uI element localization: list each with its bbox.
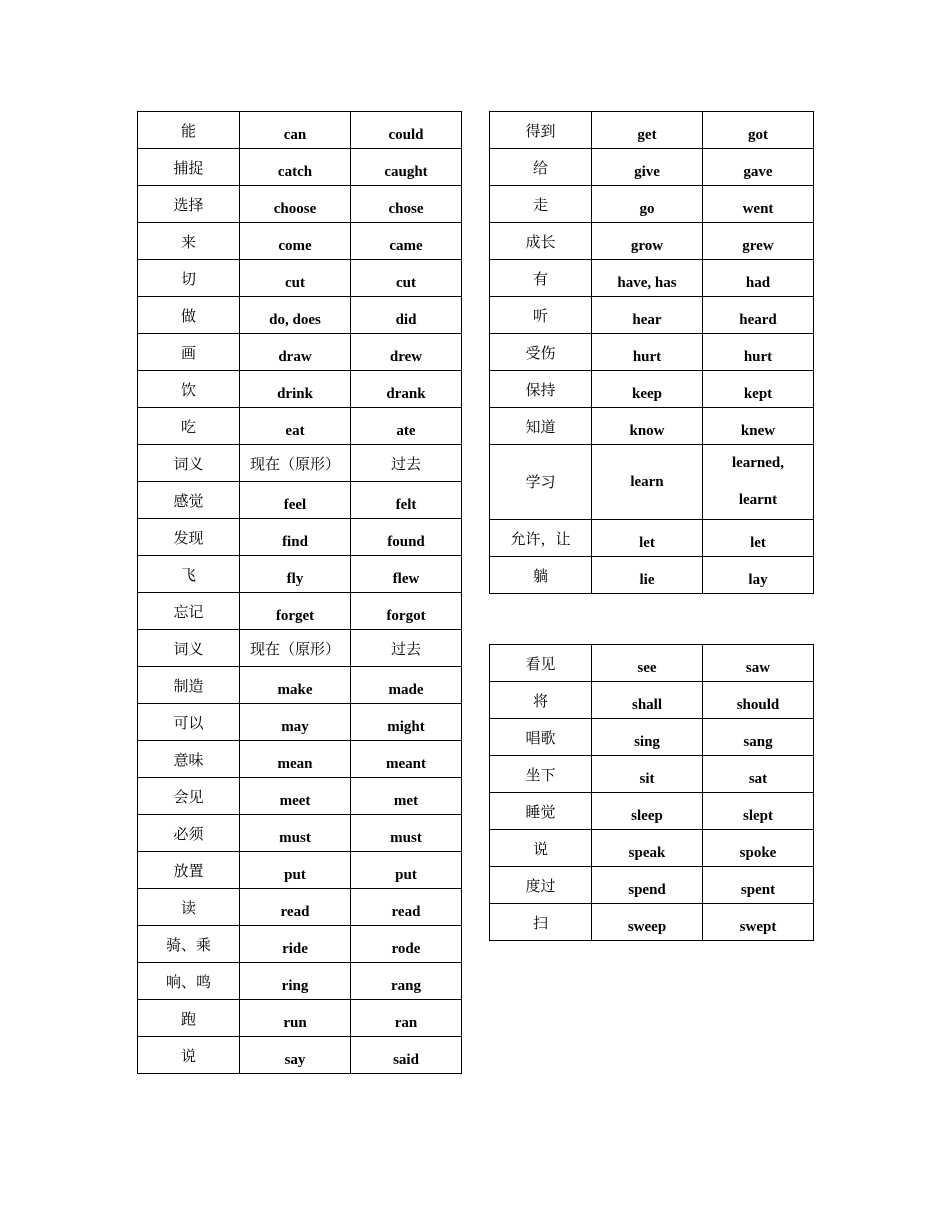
past-cell: kept	[703, 371, 814, 408]
meaning-cell: 看见	[490, 645, 592, 682]
meaning-cell: 画	[138, 334, 240, 371]
past-cell: came	[351, 223, 462, 260]
table-row	[138, 556, 462, 593]
meaning-cell: 知道	[490, 408, 592, 445]
meaning-cell: 成长	[490, 223, 592, 260]
meaning-cell: 读	[138, 889, 240, 926]
table-row	[490, 186, 814, 223]
table-row	[138, 112, 462, 149]
present-cell: shall	[592, 682, 703, 719]
present-cell: choose	[240, 186, 351, 223]
meaning-cell: 饮	[138, 371, 240, 408]
table-row	[490, 904, 814, 941]
table-row	[138, 334, 462, 371]
past-cell: gave	[703, 149, 814, 186]
present-cell: hear	[592, 297, 703, 334]
header-row	[138, 630, 462, 667]
present-cell: fly	[240, 556, 351, 593]
meaning-cell: 允许，让	[490, 520, 592, 557]
past-cell: hurt	[703, 334, 814, 371]
meaning-cell: 受伤	[490, 334, 592, 371]
past-cell: knew	[703, 408, 814, 445]
meaning-cell: 唱歌	[490, 719, 592, 756]
header-present: 现在（原形）	[240, 630, 351, 667]
past-cell: did	[351, 297, 462, 334]
table-row	[138, 1000, 462, 1037]
table-row	[138, 741, 462, 778]
past-cell: must	[351, 815, 462, 852]
table-row	[490, 297, 814, 334]
past-cell: ran	[351, 1000, 462, 1037]
present-cell: mean	[240, 741, 351, 778]
present-cell: can	[240, 112, 351, 149]
header-meaning: 词义	[138, 630, 240, 667]
table-row	[138, 1037, 462, 1074]
meaning-cell: 选择	[138, 186, 240, 223]
meaning-cell: 躺	[490, 557, 592, 594]
table-row	[138, 704, 462, 741]
present-cell: lie	[592, 557, 703, 594]
table-row	[138, 482, 462, 519]
table-row	[138, 778, 462, 815]
meaning-cell: 骑、乘	[138, 926, 240, 963]
meaning-cell: 保持	[490, 371, 592, 408]
past-cell: flew	[351, 556, 462, 593]
table-row	[138, 149, 462, 186]
header-row	[138, 445, 462, 482]
table-row	[138, 852, 462, 889]
past-cell: chose	[351, 186, 462, 223]
verb-table-right-bottom	[489, 644, 814, 941]
table-row	[490, 867, 814, 904]
present-cell: sweep	[592, 904, 703, 941]
table-row	[138, 815, 462, 852]
present-cell: cut	[240, 260, 351, 297]
table-row	[138, 963, 462, 1000]
table-row	[138, 297, 462, 334]
present-cell: may	[240, 704, 351, 741]
table-row	[490, 645, 814, 682]
present-cell: sing	[592, 719, 703, 756]
meaning-cell: 可以	[138, 704, 240, 741]
past-cell: made	[351, 667, 462, 704]
table-row	[490, 149, 814, 186]
meaning-cell: 响、鸣	[138, 963, 240, 1000]
meaning-cell: 会见	[138, 778, 240, 815]
past-cell: grew	[703, 223, 814, 260]
verb-table-left	[137, 111, 462, 1074]
meaning-cell: 做	[138, 297, 240, 334]
table-row	[138, 223, 462, 260]
meaning-cell: 来	[138, 223, 240, 260]
past-cell: spoke	[703, 830, 814, 867]
present-cell: go	[592, 186, 703, 223]
past-cell: slept	[703, 793, 814, 830]
table-row	[490, 371, 814, 408]
past-cell: let	[703, 520, 814, 557]
past-cell: read	[351, 889, 462, 926]
present-cell: sleep	[592, 793, 703, 830]
table-row	[490, 719, 814, 756]
table-row	[138, 667, 462, 704]
past-cell: swept	[703, 904, 814, 941]
past-cell: caught	[351, 149, 462, 186]
meaning-cell: 走	[490, 186, 592, 223]
table-row	[490, 112, 814, 149]
present-cell: must	[240, 815, 351, 852]
meaning-cell: 忘记	[138, 593, 240, 630]
meaning-cell: 度过	[490, 867, 592, 904]
present-cell: sit	[592, 756, 703, 793]
header-past: 过去	[351, 630, 462, 667]
meaning-cell: 制造	[138, 667, 240, 704]
past-cell: ate	[351, 408, 462, 445]
past-line-1: learned,	[731, 455, 785, 471]
past-cell: put	[351, 852, 462, 889]
past-cell: had	[703, 260, 814, 297]
present-cell: say	[240, 1037, 351, 1074]
past-cell: drew	[351, 334, 462, 371]
past-cell: spent	[703, 867, 814, 904]
present-cell: come	[240, 223, 351, 260]
present-cell: catch	[240, 149, 351, 186]
past-cell: should	[703, 682, 814, 719]
past-cell: heard	[703, 297, 814, 334]
present-cell: grow	[592, 223, 703, 260]
table-row	[138, 186, 462, 223]
meaning-cell: 说	[138, 1037, 240, 1074]
meaning-cell: 跑	[138, 1000, 240, 1037]
table-row	[138, 260, 462, 297]
present-cell: forget	[240, 593, 351, 630]
present-cell: feel	[240, 482, 351, 519]
meaning-cell: 飞	[138, 556, 240, 593]
verb-table-right-top	[489, 111, 814, 594]
meaning-cell: 有	[490, 260, 592, 297]
past-cell: could	[351, 112, 462, 149]
table-row	[490, 793, 814, 830]
meaning-cell: 放置	[138, 852, 240, 889]
present-cell: ring	[240, 963, 351, 1000]
meaning-cell: 学习	[490, 445, 592, 520]
header-past: 过去	[351, 445, 462, 482]
meaning-cell: 意味	[138, 741, 240, 778]
table-row	[138, 519, 462, 556]
table-row	[490, 830, 814, 867]
meaning-cell: 得到	[490, 112, 592, 149]
present-cell: get	[592, 112, 703, 149]
past-cell: cut	[351, 260, 462, 297]
past-cell: saw	[703, 645, 814, 682]
present-cell: put	[240, 852, 351, 889]
meaning-cell: 听	[490, 297, 592, 334]
present-cell: do, does	[240, 297, 351, 334]
meaning-cell: 给	[490, 149, 592, 186]
past-cell: found	[351, 519, 462, 556]
table-row	[490, 445, 814, 520]
past-cell: met	[351, 778, 462, 815]
present-cell: speak	[592, 830, 703, 867]
meaning-cell: 能	[138, 112, 240, 149]
meaning-cell: 吃	[138, 408, 240, 445]
table-row	[490, 756, 814, 793]
present-cell: meet	[240, 778, 351, 815]
present-cell: keep	[592, 371, 703, 408]
table-row	[490, 223, 814, 260]
past-cell: meant	[351, 741, 462, 778]
past-cell: forgot	[351, 593, 462, 630]
past-cell: might	[351, 704, 462, 741]
meaning-cell: 发现	[138, 519, 240, 556]
past-cell: sat	[703, 756, 814, 793]
table-row	[138, 926, 462, 963]
present-cell: spend	[592, 867, 703, 904]
present-cell: find	[240, 519, 351, 556]
table-row	[490, 334, 814, 371]
meaning-cell: 睡觉	[490, 793, 592, 830]
table-row	[490, 408, 814, 445]
present-cell: hurt	[592, 334, 703, 371]
meaning-cell: 说	[490, 830, 592, 867]
present-cell: draw	[240, 334, 351, 371]
past-cell: rang	[351, 963, 462, 1000]
meaning-cell: 坐下	[490, 756, 592, 793]
past-cell: said	[351, 1037, 462, 1074]
table-row	[490, 260, 814, 297]
meaning-cell: 捕捉	[138, 149, 240, 186]
table-row	[490, 682, 814, 719]
meaning-cell: 必须	[138, 815, 240, 852]
table-row	[490, 557, 814, 594]
present-cell: ride	[240, 926, 351, 963]
present-cell: drink	[240, 371, 351, 408]
present-cell: know	[592, 408, 703, 445]
present-cell: have, has	[592, 260, 703, 297]
present-cell: learn	[592, 445, 703, 520]
header-meaning: 词义	[138, 445, 240, 482]
table-row	[138, 593, 462, 630]
past-cell: felt	[351, 482, 462, 519]
table-row	[138, 371, 462, 408]
past-cell	[703, 445, 814, 520]
meaning-cell: 将	[490, 682, 592, 719]
past-cell: got	[703, 112, 814, 149]
present-cell: give	[592, 149, 703, 186]
header-present: 现在（原形）	[240, 445, 351, 482]
present-cell: eat	[240, 408, 351, 445]
present-cell: run	[240, 1000, 351, 1037]
table-row	[490, 520, 814, 557]
present-cell: let	[592, 520, 703, 557]
past-cell: lay	[703, 557, 814, 594]
present-cell: read	[240, 889, 351, 926]
past-cell: sang	[703, 719, 814, 756]
meaning-cell: 扫	[490, 904, 592, 941]
table-row	[138, 408, 462, 445]
table-row	[138, 889, 462, 926]
present-cell: see	[592, 645, 703, 682]
past-cell: drank	[351, 371, 462, 408]
meaning-cell: 感觉	[138, 482, 240, 519]
past-cell: rode	[351, 926, 462, 963]
past-line-2: learnt	[738, 492, 778, 508]
present-cell: make	[240, 667, 351, 704]
past-cell: went	[703, 186, 814, 223]
meaning-cell: 切	[138, 260, 240, 297]
